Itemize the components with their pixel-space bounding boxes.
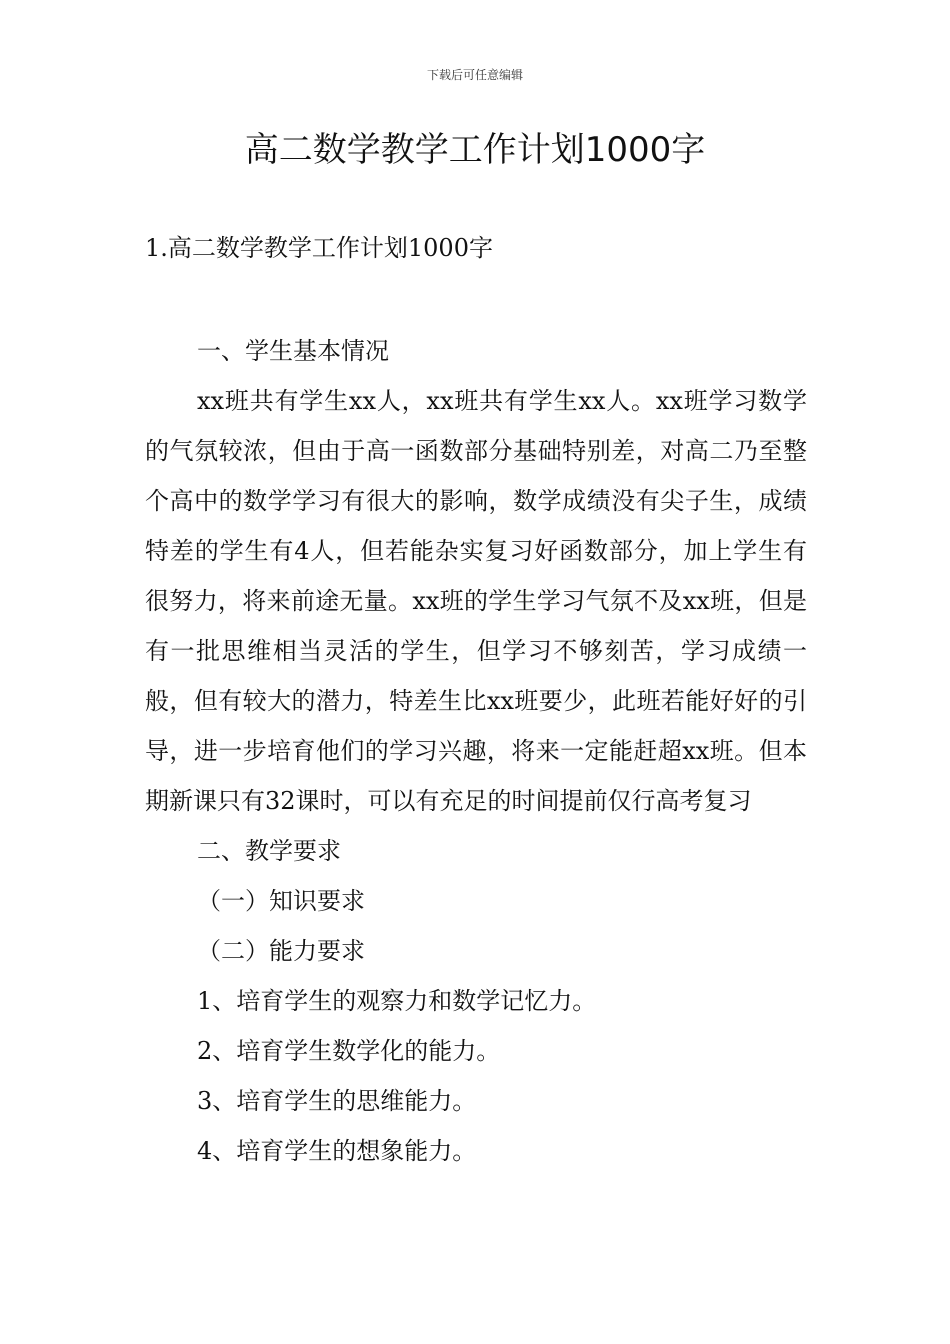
document-body [145, 326, 807, 1176]
subheading-ability: （二）能力要求 [197, 937, 365, 965]
part1-paragraph: xx班共有学生xx人，xx班共有学生xx人。xx班学习数学的气氛较浓，但由于高一函数部分基础特别差，对高二乃至整个高中的数学学习有很大的影响，数学成绩没有尖子生，成绩特差的学生有4人，但若能杂实复习好函数部分，加上学生有很努力，将来前途无量。xx班的学生学习气氛不及xx班，但是有一批思维相当灵活的学生，但学习不够刻苦，学习成绩一般，但有较大的潜力，特差生比xx班要少，此班若能好好的引导，进一步培育他们的学习兴趣，将来一定能赶超xx班。但本期新课只有32课时，可以有充足的时间提前仅行高考复习 [145, 387, 807, 815]
header-note: 下载后可任意编辑 [426, 68, 523, 82]
subheading-knowledge: （一）知识要求 [197, 887, 365, 915]
list-item: 1、培育学生的观察力和数学记忆力。 [197, 987, 597, 1015]
list-item: 3、培育学生的思维能力。 [197, 1087, 477, 1115]
document-title: 高二数学教学工作计划1000字 [244, 130, 706, 170]
list-item: 4、培育学生的想象能力。 [197, 1137, 477, 1165]
section-heading: 1.高二数学教学工作计划1000字 [145, 234, 493, 262]
part2-heading: 二、教学要求 [197, 837, 341, 865]
list-item: 2、培育学生数学化的能力。 [197, 1037, 501, 1065]
part1-heading: 一、学生基本情况 [197, 337, 389, 365]
